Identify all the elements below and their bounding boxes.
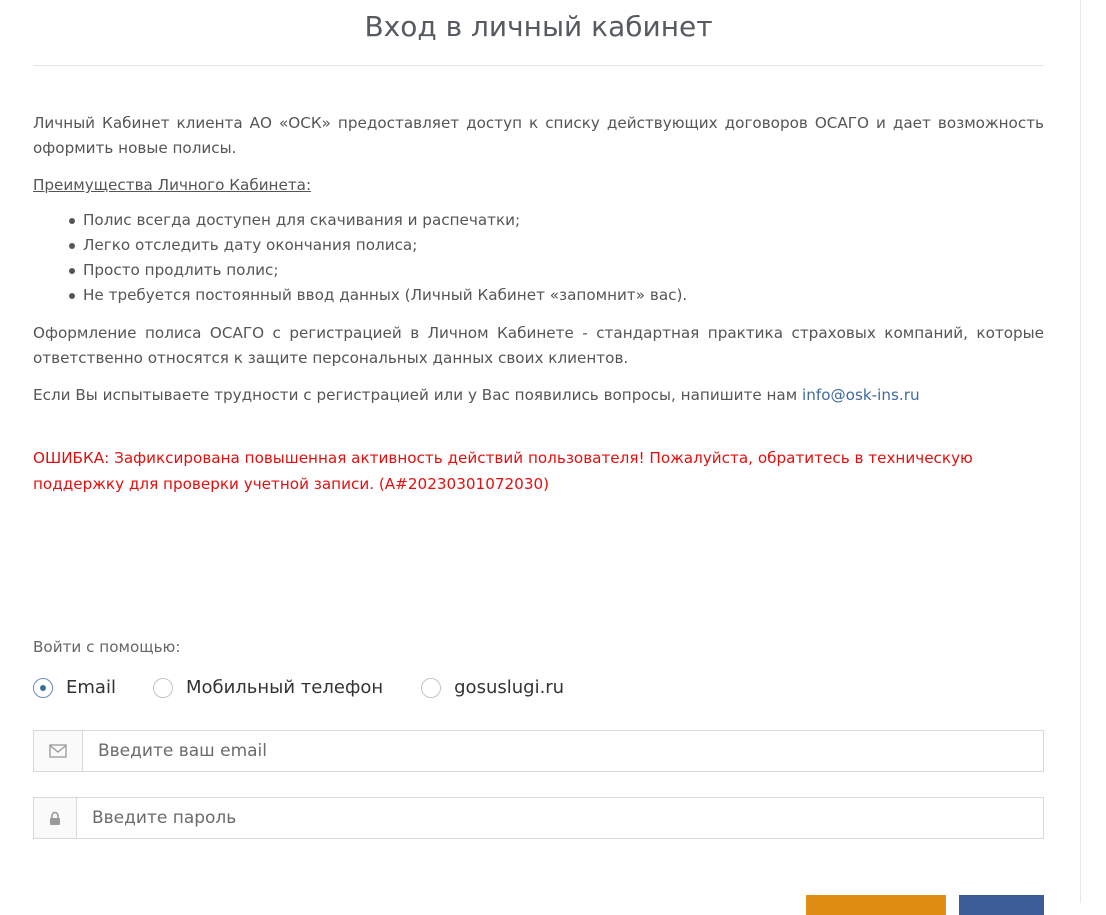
radio-phone[interactable] (153, 678, 173, 698)
list-item-text: Полис всегда доступен для скачивания и распечатки; (83, 211, 521, 229)
bullet-icon (69, 268, 75, 274)
error-message: ОШИБКА: Зафиксирована повышенная активность действий пользователя! Пожалуйста, обратитесь в техническую поддержку для проверки учетной записи. (А#20230301072030) (33, 449, 973, 493)
list-item (69, 233, 1044, 258)
support-email-link[interactable]: info@osk-ins.ru (802, 386, 920, 404)
support-paragraph (33, 383, 1044, 408)
radio-label-phone[interactable]: Мобильный телефон (185, 677, 384, 698)
bullet-icon (69, 243, 75, 249)
password-input-group (33, 797, 1044, 839)
advantages-heading: Преимущества Личного Кабинета: (33, 176, 312, 194)
page-right-border (1080, 0, 1081, 903)
login-page-content (33, 0, 1044, 497)
bullet-icon (69, 293, 75, 299)
radio-option-email[interactable] (33, 676, 116, 700)
lock-icon (34, 798, 77, 838)
title-divider (33, 65, 1044, 66)
intro-paragraph: Личный Кабинет клиента АО «ОСК» предоставляет доступ к списку действующих договоров ОСАГО и дает возможность оформить новые полисы. (33, 114, 1044, 157)
secondary-action-button[interactable] (959, 895, 1044, 915)
page-title: Вход в личный кабинет (364, 10, 713, 43)
radio-option-phone[interactable] (153, 676, 383, 700)
login-submit-button[interactable] (806, 895, 946, 915)
radio-label-gosuslugi[interactable]: gosuslugi.ru (454, 677, 565, 698)
password-input[interactable] (77, 798, 1043, 838)
radio-email[interactable] (33, 678, 53, 698)
list-item-text: Просто продлить полис; (83, 261, 279, 279)
login-method-radio-group (33, 676, 564, 700)
radio-label-email[interactable]: Email (66, 677, 116, 698)
bullet-icon (69, 218, 75, 224)
support-text: Если Вы испытываете трудности с регистрацией или у Вас появились вопросы, напишите нам (33, 386, 803, 404)
radio-dot-icon (40, 685, 46, 691)
email-input[interactable] (83, 731, 1043, 771)
list-item-text: Легко отследить дату окончания полиса; (83, 236, 418, 254)
envelope-icon (34, 731, 83, 771)
radio-gosuslugi[interactable] (421, 678, 441, 698)
radio-option-gosuslugi[interactable] (421, 676, 564, 700)
advantages-list (33, 208, 1044, 308)
registration-paragraph: Оформление полиса ОСАГО с регистрацией в Личном Кабинете - стандартная практика страховых компаний, которые ответственно относятся к защите персональных данных своих клиентов. (33, 324, 1044, 367)
list-item (69, 258, 1044, 283)
list-item (69, 208, 1044, 233)
login-method-label: Войти с помощью: (33, 638, 181, 656)
email-input-group (33, 730, 1044, 772)
list-item-text: Не требуется постоянный ввод данных (Личный Кабинет «запомнит» вас). (83, 286, 688, 304)
list-item (69, 283, 1044, 308)
